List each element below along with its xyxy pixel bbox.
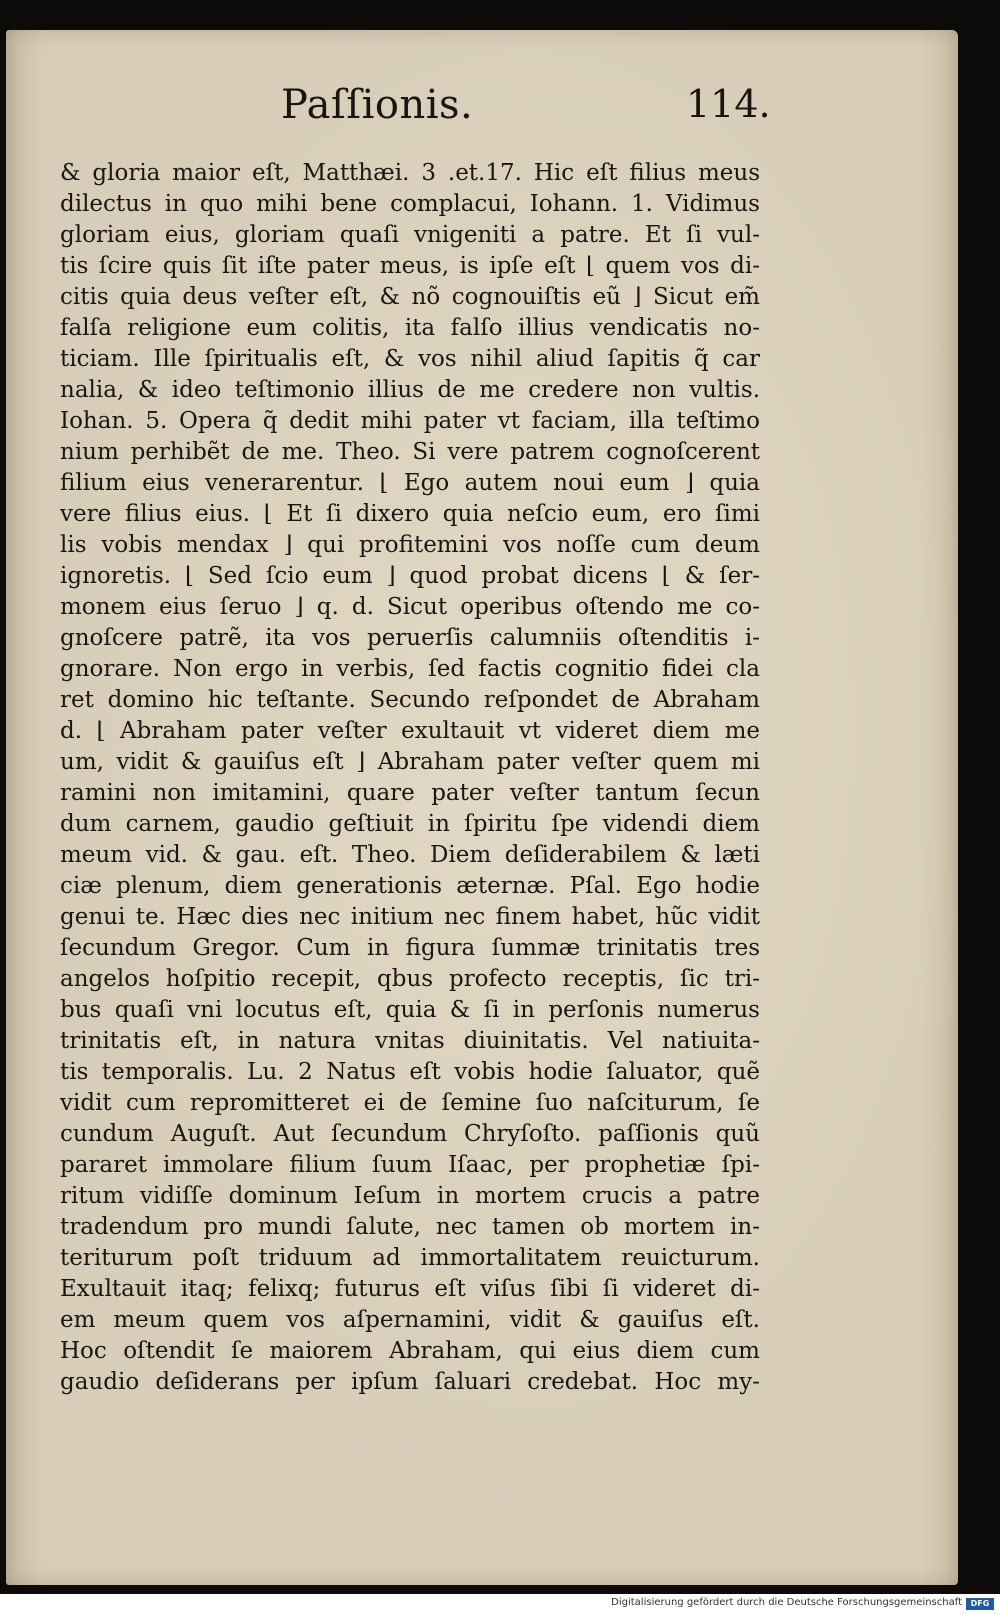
text-line: vere filius eius. ⌊ Et ſi dixero quia neſcio eum, ero ſimi xyxy=(60,501,760,527)
text-line: & gloria maior eſt, Matthæi. 3 .et.17. Hic eſt filius meus xyxy=(60,160,760,186)
text-line: ticiam. Ille ſpiritualis eſt, & vos nihil aliud ſapitis q̃ car xyxy=(60,346,760,372)
text-line: ret domino hic teſtante. Secundo reſpondet de Abraham xyxy=(60,687,760,713)
text-line: nalia, & ideo teſtimonio illius de me credere non vultis. xyxy=(60,377,760,403)
text-line: gaudio deſiderans per ipſum ſaluari credebat. Hoc my- xyxy=(60,1369,760,1395)
text-line: lis vobis mendax ⌋ qui profitemini vos noſſe cum deum xyxy=(60,532,760,558)
text-line: meum vid. & gau. eſt. Theo. Diem deſiderabilem & læti xyxy=(60,842,760,868)
text-line: bus quaſi vni locutus eſt, quia & ſi in perſonis numerus xyxy=(60,997,760,1023)
text-line: gnoſcere patrẽ, ita vos peruerſis calumniis oſtenditis i- xyxy=(60,625,760,651)
text-line: teriturum poſt triduum ad immortalitatem reuicturum. xyxy=(60,1245,760,1271)
text-line: tis ſcire quis ſit iſte pater meus, is ipſe eſt ⌊ quem vos di- xyxy=(60,253,760,279)
text-line: cundum Auguſt. Aut ſecundum Chryſoſto. paſſionis quũ xyxy=(60,1121,760,1147)
text-line: gloriam eius, gloriam quaſi vnigeniti a patre. Et ſi vul- xyxy=(60,222,760,248)
text-line: d. ⌊ Abraham pater veſter exultauit vt videret diem me xyxy=(60,718,760,744)
page-number: 114. xyxy=(686,82,771,126)
text-line: ciæ plenum, diem generationis æternæ. Pſal. Ego hodie xyxy=(60,873,760,899)
text-line: pararet immolare filium ſuum Iſaac, per prophetiæ ſpi- xyxy=(60,1152,760,1178)
text-line: monem eius ſeruo ⌋ q. d. Sicut operibus oſtendo me co- xyxy=(60,594,760,620)
dfg-logo-icon: DFG xyxy=(966,1598,994,1610)
text-line: Hoc oſtendit ſe maiorem Abraham, qui eius diem cum xyxy=(60,1338,760,1364)
book-page xyxy=(6,30,958,1585)
text-line: ſecundum Gregor. Cum in figura ſummæ trinitatis tres xyxy=(60,935,760,961)
footer-bar xyxy=(0,1594,1000,1615)
text-line: tradendum pro mundi ſalute, nec tamen ob mortem in- xyxy=(60,1214,760,1240)
text-line: Exultauit itaq; felixq; futurus eſt viſus ſibi ſi videret di- xyxy=(60,1276,760,1302)
text-line: tis temporalis. Lu. 2 Natus eſt vobis hodie ſaluator, quẽ xyxy=(60,1059,760,1085)
text-line: Iohan. 5. Opera q̃ dedit mihi pater vt faciam, illa teſtimo xyxy=(60,408,760,434)
text-line: um, vidit & gauiſus eſt ⌋ Abraham pater veſter quem mi xyxy=(60,749,760,775)
text-line: ritum vidiſſe dominum Ieſum in mortem crucis a patre xyxy=(60,1183,760,1209)
text-line: filium eius venerarentur. ⌊ Ego autem noui eum ⌋ quia xyxy=(60,470,760,496)
text-line: em meum quem vos aſpernamini, vidit & gauiſus eſt. xyxy=(60,1307,760,1333)
page-header xyxy=(36,82,771,142)
text-line: ignoretis. ⌊ Sed ſcio eum ⌋ quod probat dicens ⌊ & ſer- xyxy=(60,563,760,589)
text-line: vidit cum repromitteret ei de ſemine ſuo naſciturum, ſe xyxy=(60,1090,760,1116)
text-line: angelos hoſpitio recepit, qbus profecto receptis, ſic tri- xyxy=(60,966,760,992)
text-line: gnorare. Non ergo in verbis, ſed factis cognitio fidei cla xyxy=(60,656,760,682)
text-line: trinitatis eſt, in natura vnitas diuinitatis. Vel natiuita- xyxy=(60,1028,760,1054)
text-line: nium perhibẽt de me. Theo. Si vere patrem cognoſcerent xyxy=(60,439,760,465)
digitization-credit: Digitalisierung gefördert durch die Deutsche Forschungsgemeinschaft xyxy=(611,1597,962,1608)
running-title: Paſſionis. xyxy=(281,82,474,128)
text-line: genui te. Hæc dies nec initium nec finem habet, hũc vidit xyxy=(60,904,760,930)
body-text xyxy=(60,158,760,1398)
text-line: falſa religione eum colitis, ita falſo illius vendicatis no- xyxy=(60,315,760,341)
text-line: dilectus in quo mihi bene complacui, Iohann. 1. Vidimus xyxy=(60,191,760,217)
text-line: dum carnem, gaudio geſtiuit in ſpiritu ſpe videndi diem xyxy=(60,811,760,837)
text-line: ramini non imitamini, quare pater veſter tantum ſecun xyxy=(60,780,760,806)
text-line: citis quia deus veſter eſt, & nõ cognouiſtis eũ ⌋ Sicut em̃ xyxy=(60,284,760,310)
